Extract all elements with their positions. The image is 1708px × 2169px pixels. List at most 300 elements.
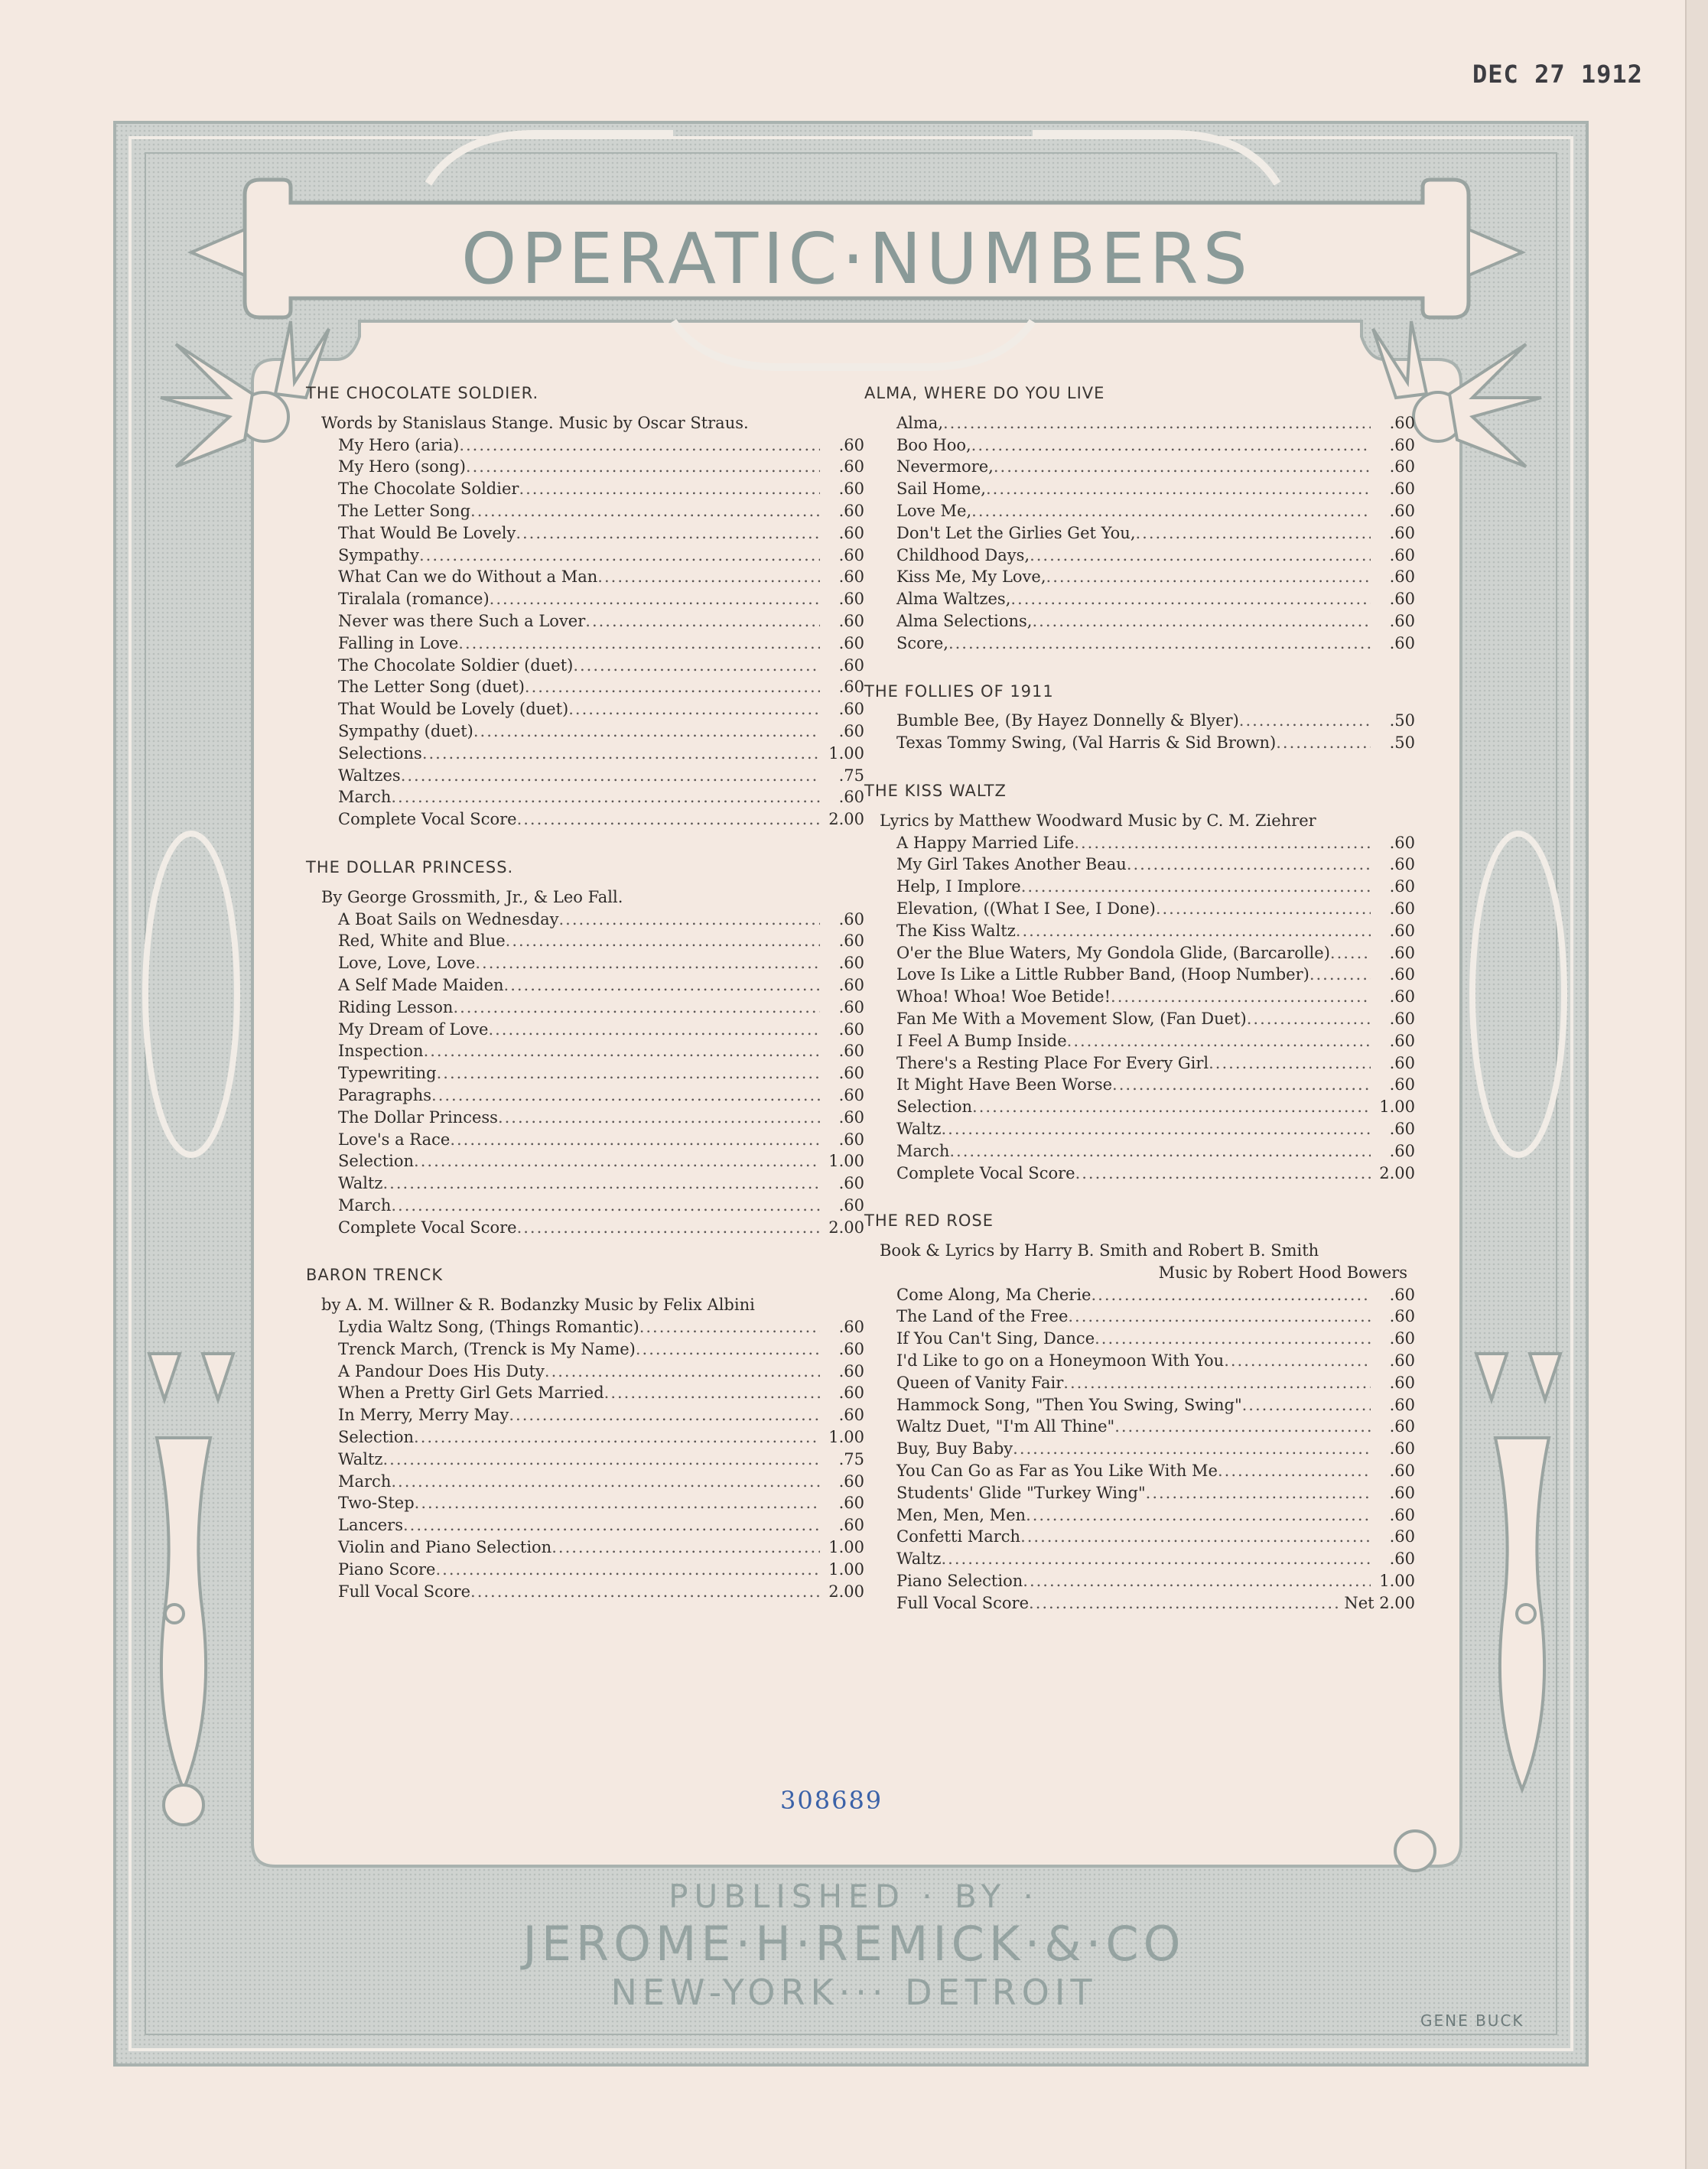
item-title: Tiralala (romance) [338,590,490,609]
item-price: .60 [838,457,864,476]
item-price: .60 [838,480,864,499]
list-item [338,1404,864,1426]
item-list [864,1284,1415,1615]
list-item [896,1460,1415,1482]
item-title: Selections [338,743,422,763]
list-item [338,545,864,567]
item-price: .60 [1389,833,1415,852]
item-title: March [338,1195,392,1215]
list-item [896,854,1415,876]
list-item [896,986,1415,1008]
item-price: .60 [1389,435,1415,454]
item-title: Piano Score [338,1559,436,1579]
dot-leader [558,909,820,931]
list-item [896,1570,1415,1592]
item-title: Paragraphs [338,1085,432,1104]
item-title: My Hero (song) [338,457,466,476]
item-title: Red, White and Blue [338,932,506,951]
item-list [306,909,864,1239]
item-title: I Feel A Bump Inside [896,1031,1067,1050]
item-price: .50 [1389,711,1415,730]
item-price: .60 [838,1516,864,1535]
item-title: A Happy Married Life [896,833,1075,852]
item-price: 1.00 [828,743,864,763]
dot-leader [1224,1350,1371,1372]
dot-leader [942,1118,1371,1140]
section-credit: By George Grossmith, Jr., & Leo Fall. [321,887,623,906]
list-item [896,732,1415,754]
list-item [338,566,864,588]
dot-leader [1330,942,1371,964]
dot-leader [994,456,1371,478]
dot-leader [516,522,820,545]
item-price: .60 [838,633,864,652]
item-title: Piano Selection [896,1572,1023,1591]
list-item [338,1449,864,1471]
list-item [896,898,1415,920]
item-price: .60 [1389,1285,1415,1304]
item-price: .60 [1389,480,1415,499]
item-title: Lancers [338,1516,403,1535]
item-title: Complete Vocal Score [338,1218,517,1237]
list-item [896,1350,1415,1372]
list-item [338,588,864,610]
dot-leader [1013,1438,1371,1460]
item-price: Net 2.00 [1344,1593,1415,1612]
catalog-panel [260,382,1453,1847]
item-price: .60 [838,700,864,719]
list-item [338,743,864,765]
dot-leader [437,1062,820,1084]
dot-leader [525,676,820,698]
item-title: Men, Men, Men [896,1505,1026,1524]
dot-leader [1075,1163,1371,1185]
item-title: Love, Love, Love [338,954,476,973]
list-item [338,1129,864,1151]
dot-leader [509,1404,820,1426]
dot-leader [1091,1284,1371,1306]
dot-leader [519,478,820,500]
item-price: .60 [1389,987,1415,1006]
dot-leader [1067,1030,1371,1052]
list-item [338,522,864,545]
item-price: .60 [838,1130,864,1149]
list-item [338,1019,864,1041]
item-title: Inspection [338,1042,424,1061]
section-credit: by A. M. Willner & R. Bodanzky Music by Felix Albini [321,1296,755,1315]
list-item [338,1062,864,1084]
section-alma [864,382,1415,655]
item-price: .60 [1389,943,1415,962]
item-price: .60 [838,954,864,973]
dot-leader [1156,898,1371,920]
item-price: .60 [1389,1307,1415,1326]
item-title: My Hero (aria) [338,435,460,454]
list-item [338,909,864,931]
item-price: .60 [838,1019,864,1039]
item-title: Fan Me With a Movement Slow, (Fan Duet) [896,1009,1247,1028]
item-title: Queen of Vanity Fair [896,1373,1064,1392]
item-price: .75 [838,766,864,785]
item-title: I'd Like to go on a Honeymoon With You [896,1351,1225,1371]
dot-leader [401,765,820,787]
item-price: .60 [1389,545,1415,564]
item-price: .60 [1389,1527,1415,1546]
list-item [896,1118,1415,1140]
item-title: A Pandour Does His Duty [338,1361,545,1380]
item-price: .60 [1389,1462,1415,1481]
item-price: .60 [838,909,864,928]
list-item [338,930,864,952]
item-title: It Might Have Been Worse [896,1075,1113,1094]
list-item [338,676,864,698]
item-price: 1.00 [828,1152,864,1171]
item-price: .60 [1389,523,1415,542]
section-title: ALMA, WHERE DO YOU LIVE [864,384,1105,402]
dot-leader [419,545,820,567]
dot-leader [972,1096,1371,1118]
item-price: .60 [838,1339,864,1358]
list-item [338,1217,864,1239]
item-price: .60 [838,655,864,675]
item-title: That Would Be Lovely [338,523,516,542]
list-item [896,1592,1415,1615]
item-price: 1.00 [1379,1098,1415,1117]
section-credit-music: Music by Robert Hood Bowers [1158,1263,1407,1282]
dot-leader [1095,1328,1371,1350]
item-price: .60 [838,997,864,1016]
section-title: THE FOLLIES OF 1911 [864,681,1054,701]
list-item [896,920,1415,942]
list-item [338,478,864,500]
item-price: .60 [838,1471,864,1491]
list-item [896,1284,1415,1306]
item-title: Selection [338,1428,415,1447]
item-title: That Would be Lovely (duet) [338,700,569,719]
list-item [338,808,864,831]
list-item [896,545,1415,567]
item-price: .60 [1389,457,1415,476]
item-price: .60 [838,545,864,564]
item-price: .60 [838,721,864,740]
publisher-cities: NEW-YORK··· DETROIT [610,1972,1098,2013]
dot-leader [490,588,820,610]
list-item [338,434,864,457]
item-title: Score, [896,633,948,652]
item-price: .60 [1389,1550,1415,1569]
section-kiss-waltz [864,780,1415,1184]
item-price: .60 [838,1361,864,1380]
left-column [306,382,864,1628]
catalog-number: 308689 [780,1786,883,1815]
list-item [896,1030,1415,1052]
dot-leader [604,1382,820,1404]
dot-leader [1209,1052,1371,1075]
item-price: .60 [838,1174,864,1193]
dot-leader [473,720,820,743]
dot-leader [475,952,820,974]
item-title: Selection [338,1152,415,1171]
dot-leader [1146,1482,1371,1504]
item-price: .60 [838,975,864,994]
dot-leader [1030,545,1371,567]
dot-leader [971,500,1371,522]
item-title: March [338,1471,392,1491]
item-title: Love Me, [896,501,972,520]
item-title: Full Vocal Score [896,1593,1030,1612]
section-title: THE DOLLAR PRINCESS. [306,857,514,876]
item-title: The Chocolate Soldier (duet) [338,655,574,675]
dot-leader [517,808,820,831]
section-title: BARON TRENCK [306,1266,444,1285]
item-title: The Chocolate Soldier [338,480,519,499]
dot-leader [1023,1570,1371,1592]
list-item [896,1140,1415,1163]
item-title: Love's a Race [338,1130,451,1149]
item-price: .60 [1389,1417,1415,1436]
item-title: Students' Glide "Turkey Wing" [896,1483,1146,1502]
dot-leader [1114,1416,1371,1438]
dot-leader [414,1426,820,1449]
dot-leader [431,1084,820,1107]
item-title: The Letter Song [338,501,471,520]
dot-leader [597,566,820,588]
list-item [896,522,1415,545]
item-price: .75 [838,1449,864,1468]
item-title: Love Is Like a Little Rubber Band, (Hoop Number) [896,965,1309,984]
list-item [338,500,864,522]
item-price: .60 [838,501,864,520]
item-title: March [896,1141,950,1160]
item-title: Hammock Song, "Then You Swing, Swing" [896,1395,1242,1414]
item-price: .60 [1389,413,1415,432]
list-item [896,1328,1415,1350]
list-item [338,632,864,655]
item-price: .60 [838,1085,864,1104]
item-price: .60 [1389,1075,1415,1094]
list-item [338,952,864,974]
item-price: .60 [1389,1439,1415,1458]
list-item [338,1537,864,1559]
item-price: .50 [1389,733,1415,753]
dot-leader [1016,920,1371,942]
item-title: Waltz [896,1119,942,1138]
list-item [338,1150,864,1172]
list-item [338,1382,864,1404]
publisher-line-1: PUBLISHED · BY · [669,1878,1039,1915]
item-title: If You Can't Sing, Dance [896,1329,1095,1348]
item-title: The Dollar Princess [338,1107,498,1127]
item-price: 2.00 [1379,1163,1415,1182]
item-title: The Kiss Waltz [896,921,1016,940]
item-price: 1.00 [1379,1572,1415,1591]
item-title: Waltz [338,1174,383,1193]
item-price: .60 [1389,1329,1415,1348]
item-title: Nevermore, [896,457,994,476]
list-item [896,456,1415,478]
dot-leader [470,1581,820,1603]
item-price: .60 [1389,1483,1415,1502]
item-title: Help, I Implore [896,877,1021,896]
item-price: 2.00 [828,810,864,829]
list-item [338,1084,864,1107]
list-item [338,1107,864,1129]
item-title: Whoa! Whoa! Woe Betide! [896,987,1111,1006]
list-item [338,786,864,808]
item-title: What Can we do Without a Man [338,567,598,587]
dot-leader [1020,1526,1371,1548]
dot-leader [942,1548,1371,1570]
list-item [338,698,864,720]
item-price: 2.00 [828,1582,864,1601]
dot-leader [391,1471,820,1493]
dot-leader [424,1040,820,1062]
list-item [338,655,864,677]
item-title: Sail Home, [896,480,986,499]
item-title: Alma, [896,413,943,432]
item-price: .60 [1389,611,1415,630]
item-price: .60 [838,788,864,807]
item-title: Don't Let the Girlies Get You, [896,523,1136,542]
item-price: .60 [1389,855,1415,874]
item-title: Typewriting [338,1064,437,1083]
item-price: .60 [1389,921,1415,940]
dot-leader [545,1361,820,1383]
item-list [864,710,1415,754]
dot-leader [1136,522,1371,545]
section-chocolate-soldier [306,382,864,831]
item-price: .60 [838,1107,864,1127]
dot-leader [636,1338,820,1361]
dot-leader [551,1537,820,1559]
dot-leader [1247,1008,1371,1030]
item-title: A Self Made Maiden [338,975,504,994]
list-item [896,1526,1415,1548]
item-title: Selection [896,1098,973,1117]
dot-leader [1276,732,1371,754]
page-title: OPERATIC·NUMBERS [461,218,1252,300]
item-price: .60 [1389,877,1415,896]
item-price: .60 [838,1318,864,1337]
item-title: The Letter Song (duet) [338,678,525,697]
dot-leader [568,698,820,720]
item-price: .60 [1389,1141,1415,1160]
list-item [338,1471,864,1493]
list-item [896,1052,1415,1075]
list-item [896,1372,1415,1394]
dot-leader [435,1559,820,1581]
item-price: .60 [838,523,864,542]
dot-leader [403,1514,820,1537]
list-item [338,1559,864,1581]
list-item [338,720,864,743]
list-item [338,1040,864,1062]
publisher-name: JEROME·H·REMICK·&·CO [522,1916,1186,1972]
item-title: When a Pretty Girl Gets Married [338,1384,604,1403]
item-title: Two-Step [338,1494,415,1513]
item-price: .60 [1389,1119,1415,1138]
list-item [338,1492,864,1514]
dot-leader [585,610,820,632]
item-price: .60 [838,678,864,697]
item-title: There's a Resting Place For Every Girl [896,1053,1209,1072]
item-title: Come Along, Ma Cherie [896,1285,1091,1304]
list-item [896,710,1415,732]
item-title: Falling in Love [338,633,459,652]
list-item [338,1316,864,1338]
item-price: .60 [1389,567,1415,587]
item-title: The Land of the Free [896,1307,1069,1326]
item-price: .60 [838,1406,864,1425]
dot-leader [1068,1306,1371,1328]
item-title: Alma Waltzes, [896,590,1011,609]
item-price: 2.00 [828,1218,864,1237]
item-price: .60 [1389,1351,1415,1371]
item-list [306,1316,864,1602]
section-credit: Book & Lyrics by Harry B. Smith and Robert B. Smith [880,1241,1319,1260]
item-price: .60 [1389,899,1415,918]
item-title: Confetti March [896,1527,1021,1546]
item-title: A Boat Sails on Wednesday [338,909,559,928]
list-item [338,765,864,787]
received-date-stamp: DEC 27 1912 [1472,60,1643,89]
item-title: Sympathy [338,545,419,564]
item-title: Childhood Days, [896,545,1030,564]
item-title: Trenck March, (Trenck is My Name) [338,1339,636,1358]
item-title: Complete Vocal Score [338,810,517,829]
item-list [306,434,864,831]
section-red-rose [864,1210,1415,1614]
dot-leader [517,1217,820,1239]
item-price: .60 [838,590,864,609]
dot-leader [639,1316,820,1338]
item-title: Buy, Buy Baby [896,1439,1013,1458]
dot-leader [504,974,820,997]
dot-leader [1242,1394,1371,1416]
dot-leader [450,1129,820,1151]
section-follies-1911 [864,681,1415,754]
item-title: Lydia Waltz Song, (Things Romantic) [338,1318,639,1337]
dot-leader [1111,986,1371,1008]
dot-leader [1010,588,1371,610]
item-price: .60 [1389,1395,1415,1414]
dot-leader [470,500,820,522]
list-item [338,1426,864,1449]
list-item [338,1361,864,1383]
item-price: .60 [838,1064,864,1083]
section-title: THE KISS WALTZ [864,781,1007,800]
dot-leader [466,456,820,478]
item-title: Full Vocal Score [338,1582,471,1601]
item-title: Bumble Bee, (By Hayez Donnelly & Blyer) [896,711,1239,730]
item-title: Texas Tommy Swing, (Val Harris & Sid Brown) [896,733,1277,753]
list-item [338,1338,864,1361]
dot-leader [459,434,820,457]
item-price: .60 [1389,633,1415,652]
item-title: Sympathy (duet) [338,721,473,740]
item-title: Kiss Me, My Love, [896,567,1046,587]
item-title: Complete Vocal Score [896,1163,1075,1182]
item-title: Waltz Duet, "I'm All Thine" [896,1417,1115,1436]
item-price: 1.00 [828,1559,864,1579]
item-price: .60 [838,932,864,951]
list-item [896,478,1415,500]
item-title: My Girl Takes Another Beau [896,855,1127,874]
item-price: 1.00 [828,1538,864,1557]
list-item [896,964,1415,986]
dot-leader [943,412,1371,434]
dot-leader [1021,876,1371,898]
